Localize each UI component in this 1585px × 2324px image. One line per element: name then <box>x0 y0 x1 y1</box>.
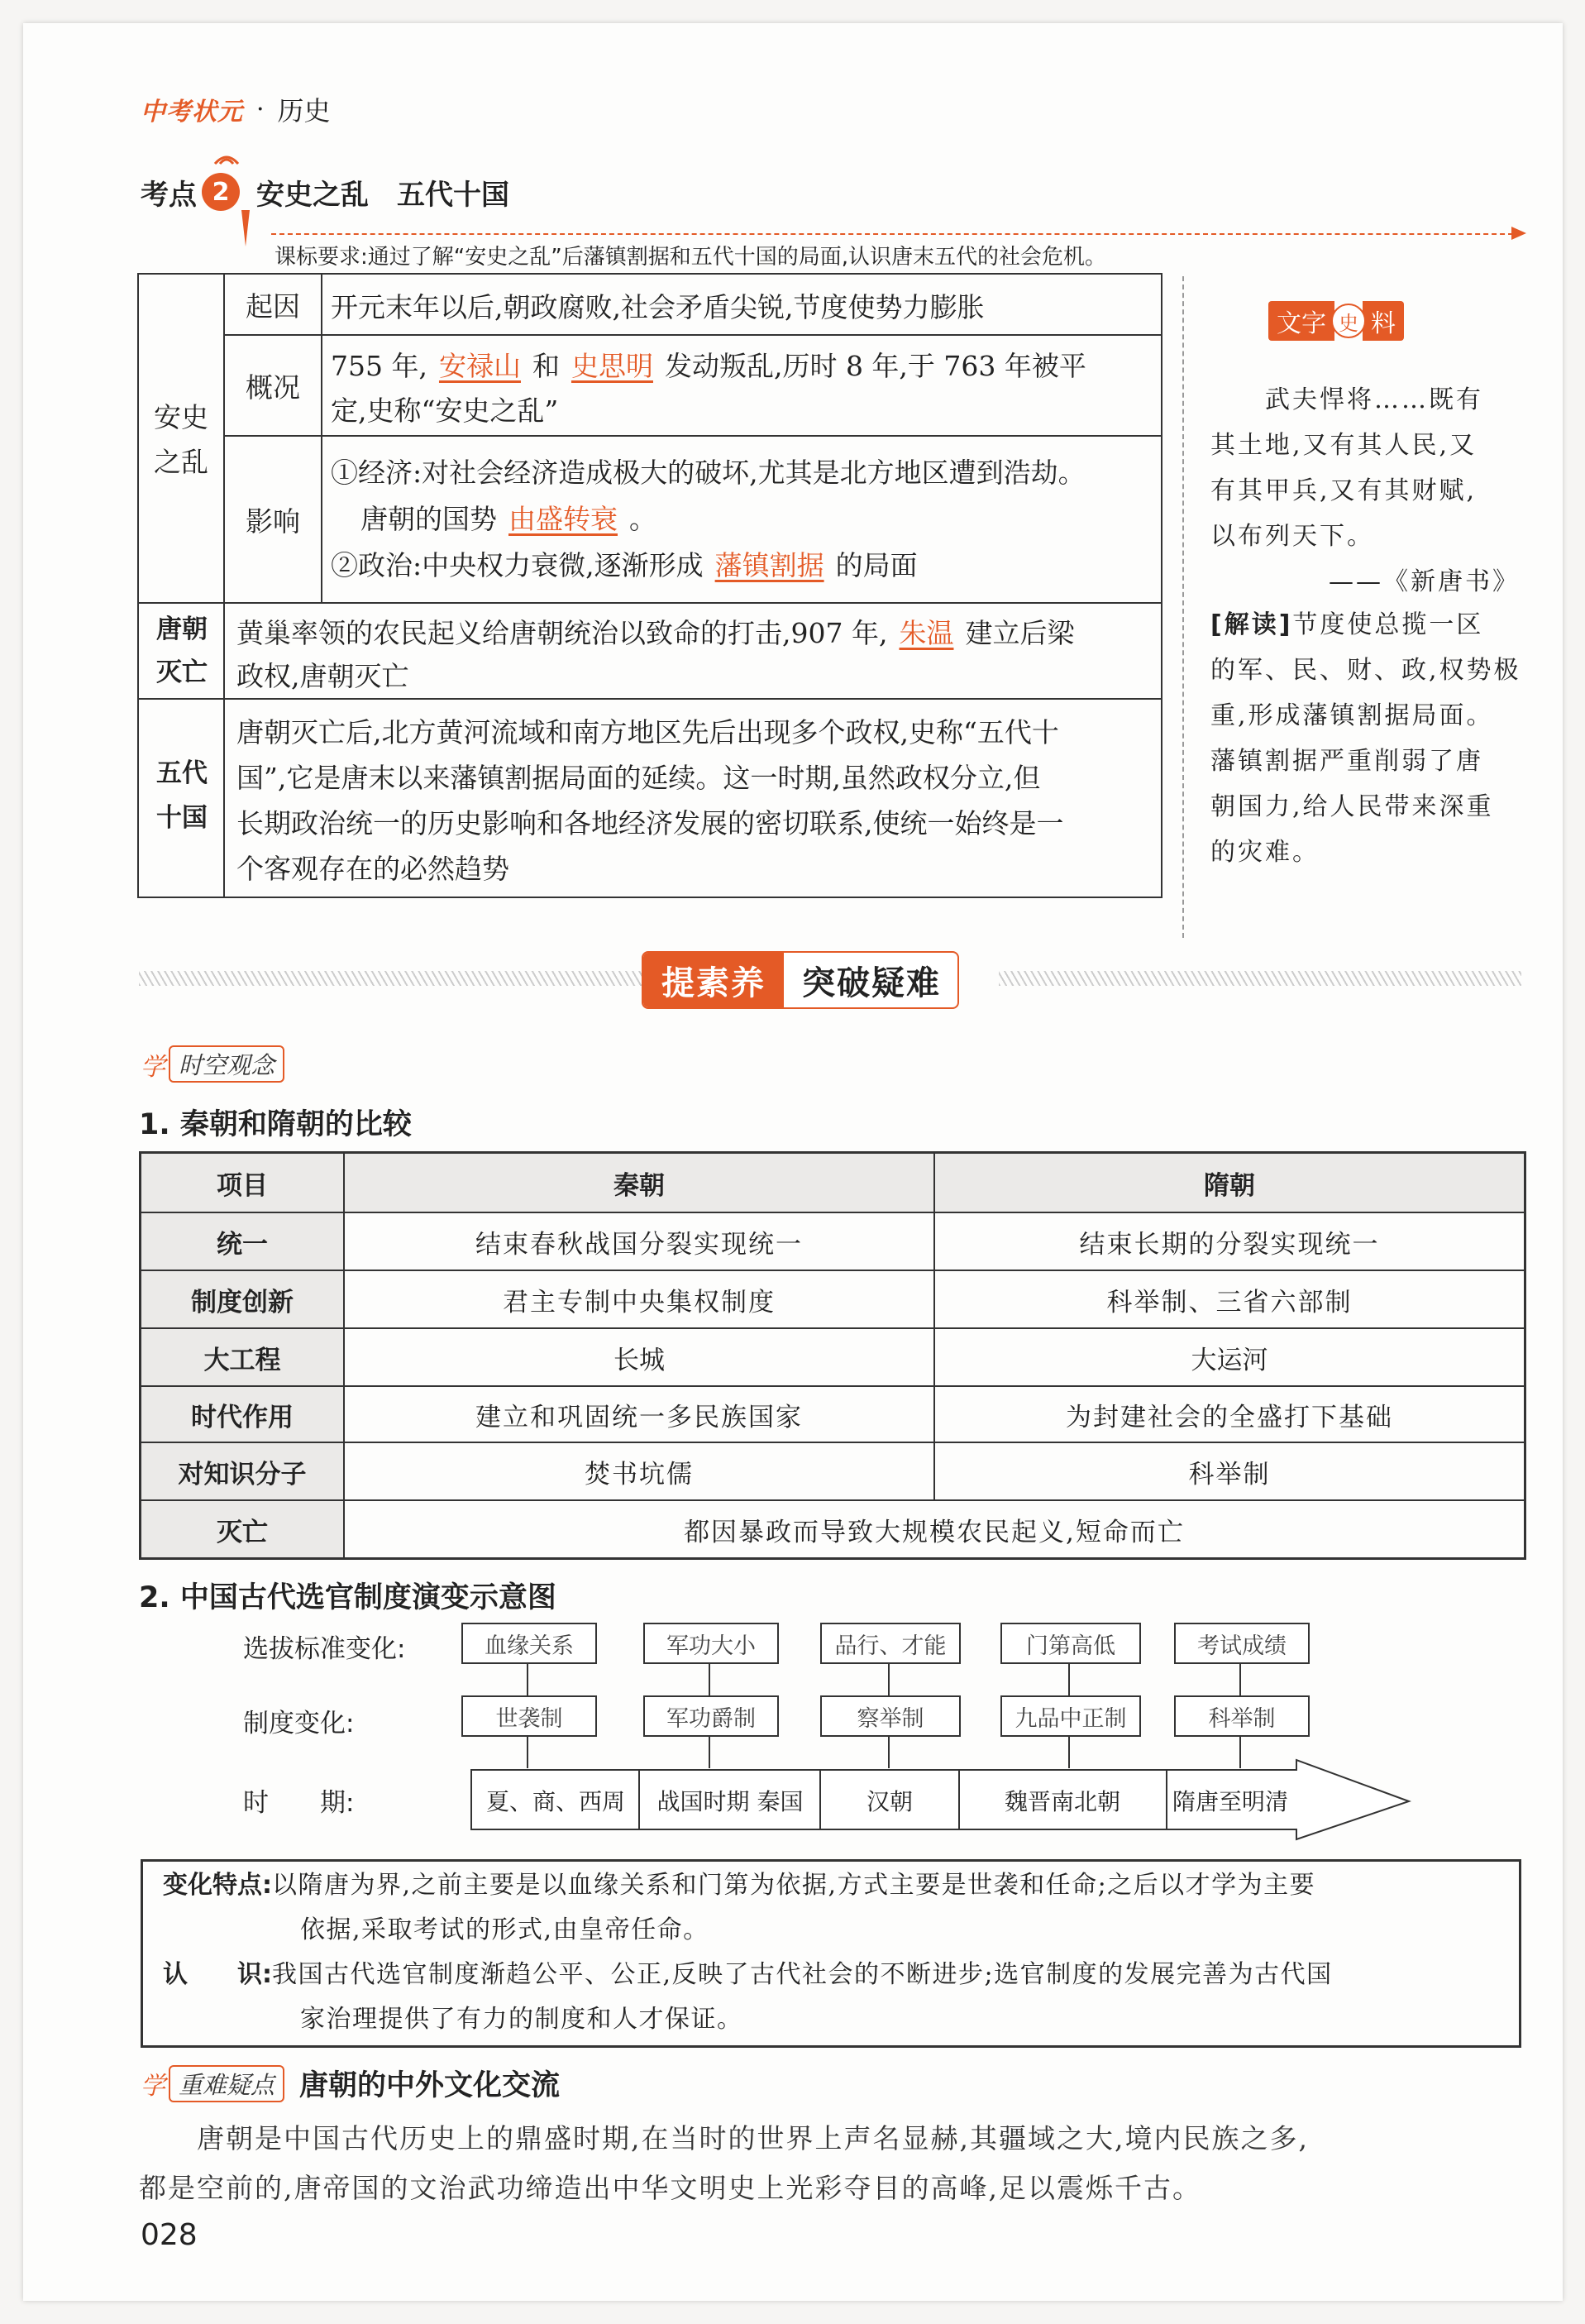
table-row-sui: 科举制 <box>1188 1459 1271 1490</box>
zhongnan-paragraph: 唐朝是中国古代历史上的鼎盛时期,在当时的世界上声名显赫,其疆域之大,境内民族之多, 都是空前的,唐帝国的文治武功缔造出中华文明史上光彩夺目的高峰,足以震烁千古。 <box>139 2122 1309 2204</box>
answer-fanzhen: 藩镇割据 <box>714 549 824 581</box>
period-cell: 战国时期 秦国 <box>656 1788 804 1815</box>
table-row-sui: 大运河 <box>1191 1345 1268 1375</box>
standard-box: 军功大小 <box>643 1623 779 1664</box>
xue-icon: 学 <box>141 1052 165 1082</box>
signal-icon <box>212 147 241 165</box>
table-row-sui: 为封建社会的全盛打下基础 <box>1066 1402 1393 1432</box>
yingxiang-text: ①经济:对社会经济造成极大的破坏,尤其是北方地区遭到浩劫。 唐朝的国势 由盛转衰 。 ②政治:中央权力衰微,逐渐形成 藩镇割据 的局面 <box>331 457 1086 581</box>
table-row-qin: 君主专制中央集权制度 <box>503 1287 776 1317</box>
sidebar-quote: 武夫悍将……既有 其土地,又有其人民,又 有其甲兵,又有其财赋, 以布列天下。 ——《新唐书》 <box>1210 377 1520 605</box>
system-box: 军功爵制 <box>643 1695 779 1737</box>
table-row-qin: 长城 <box>613 1345 665 1375</box>
zhongnan-title: 唐朝的中外文化交流 <box>299 2069 561 2102</box>
quote-source: ——《新唐书》 <box>1329 567 1520 596</box>
wudai-label: 五代 十国 <box>156 758 208 833</box>
table-row-qin: 建立和巩固统一多民族国家 <box>475 1402 803 1432</box>
header-dot: · <box>256 94 265 124</box>
qin-sui-table <box>139 1151 1526 1560</box>
period-cell: 魏晋南北朝 <box>1004 1788 1120 1815</box>
section-banner: 提素养 突破疑难 <box>642 951 959 1009</box>
label-standard: 选拔标准变化: <box>243 1634 406 1664</box>
dashed-arrow-line <box>271 233 1521 235</box>
table-row-item: 时代作用 <box>191 1402 294 1432</box>
label-period: 时 期: <box>243 1788 355 1818</box>
period-cell: 隋唐至明清 <box>1172 1788 1289 1815</box>
table-row-item: 对知识分子 <box>178 1459 307 1490</box>
qiyin-label: 起因 <box>246 289 300 323</box>
table-row-sui: 科举制、三省六部制 <box>1106 1287 1353 1317</box>
system-box: 九品中正制 <box>1000 1695 1141 1737</box>
kaodian-label: 考点 <box>141 178 197 212</box>
table-row-item: 灭亡 <box>217 1517 268 1547</box>
table-row-qin: 焚书坑儒 <box>585 1459 694 1490</box>
period-cell: 汉朝 <box>866 1788 913 1815</box>
table-row-item: 大工程 <box>203 1345 281 1375</box>
answer-shi-siming: 史思明 <box>571 350 653 382</box>
brand-logo: 中考状元 <box>141 98 243 127</box>
sidebar-divider <box>1182 276 1184 938</box>
course-requirement: 课标要求:通过了解“安史之乱”后藩镇割据和五代十国的局面,认识唐末五代的社会危机。 <box>275 245 1106 270</box>
diagram <box>139 1618 1429 1841</box>
table-row-sui: 结束长期的分裂实现统一 <box>1079 1229 1380 1260</box>
system-box: 察举制 <box>820 1695 961 1737</box>
wudai-text: 唐朝灭亡后,北方黄河流域和南方地区先后出现多个政权,史称“五代十 国”,它是唐末以来藩镇割据局面的延续。这一时期,虽然政权分立,但 长期政治统一的历史影响和各地经济发展的密切联系,使统一始终是一 个客观存在的必然趋势 <box>236 716 1064 885</box>
features-box: 变化特点:以隋唐为界,之前主要是以血缘关系和门第为依据,方式主要是世袭和任命;之后以才学为主要 依据,采取考试的形式,由皇帝任命。 认 识:我国古代选官制度渐趋公平、公正,反映了古代社会的不断进步;选官制度的发展完善为古代国 家治理提供了有力的制度和人才保证。 <box>141 1859 1521 2048</box>
an-shi-table <box>137 273 1162 898</box>
features-label: 变化特点: <box>163 1871 272 1900</box>
page <box>23 23 1563 2301</box>
hatch-right <box>999 971 1521 986</box>
pointer-icon <box>240 210 251 248</box>
shikong-tag: 学 时空观念 <box>141 1045 284 1083</box>
standard-box: 门第高低 <box>1000 1623 1141 1664</box>
table2-header-qin: 秦朝 <box>613 1170 665 1201</box>
an-shi-label: 安史 之乱 <box>154 401 208 478</box>
tang-mie-text: 黄巢率领的农民起义给唐朝统治以致命的打击,907 年, 朱温 建立后梁 政权,唐朝灭亡 <box>236 617 1075 692</box>
section1-title: 1. 秦朝和隋朝的比较 <box>139 1108 412 1141</box>
header-subject: 历史 <box>277 95 331 127</box>
answer-shengshuai: 由盛转衰 <box>508 503 618 535</box>
yingxiang-label: 影响 <box>246 504 300 538</box>
page-number: 028 <box>141 2218 198 2252</box>
label-system: 制度变化: <box>243 1709 355 1738</box>
header <box>141 91 331 127</box>
jiedu-label: [解读] <box>1210 610 1293 639</box>
table-row-qin: 结束春秋战国分裂实现统一 <box>475 1229 803 1260</box>
standard-box: 考试成绩 <box>1174 1623 1310 1664</box>
zhongnan-tag: 学 重难疑点 唐朝的中外文化交流 <box>141 2063 560 2104</box>
period-cell: 夏、商、西周 <box>485 1788 625 1815</box>
kaodian-title: 安史之乱 五代十国 <box>256 178 509 212</box>
answer-an-lushan: 安禄山 <box>438 350 521 382</box>
sidebar-jiedu: [解读]节度使总揽一区 的军、民、财、政,权势极 重,形成藩镇割据局面。 藩镇割据严重削弱了唐 朝国力,给人民带来深重 的灾难。 <box>1210 610 1521 867</box>
qiyin-text: 开元末年以后,朝政腐败,社会矛盾尖锐,节度使势力膨胀 <box>331 291 985 323</box>
wenzi-shiliao-tag: 文字 史 料 <box>1268 301 1404 341</box>
system-box: 世袭制 <box>461 1695 597 1737</box>
gaikuang-text: 755 年, 安禄山 和 史思明 发动叛乱,历时 8 年,于 763 年被平 定,史称“安史之乱” <box>331 350 1086 427</box>
arrow-head-icon <box>1511 225 1528 245</box>
xue-icon: 学 <box>141 2072 165 2101</box>
table-row-item: 制度创新 <box>191 1287 294 1317</box>
kaodian-number-badge: 2 <box>202 173 240 211</box>
kaodian-heading <box>141 169 509 215</box>
standard-box: 品行、才能 <box>820 1623 961 1664</box>
table2-header-item: 项目 <box>217 1170 268 1201</box>
system-box: 科举制 <box>1174 1695 1310 1737</box>
answer-zhu-wen: 朱温 <box>899 617 954 649</box>
insight-label: 认 识: <box>163 1960 272 1989</box>
table-row-item: 统一 <box>217 1229 268 1260</box>
tang-mie-label: 唐朝 灭亡 <box>156 614 208 687</box>
table2-header-sui: 隋朝 <box>1204 1170 1255 1201</box>
section2-title: 2. 中国古代选官制度演变示意图 <box>139 1581 556 1614</box>
table-row-merged: 都因暴政而导致大规模农民起义,短命而亡 <box>684 1517 1185 1547</box>
standard-box: 血缘关系 <box>461 1623 597 1664</box>
hatch-left <box>139 971 652 986</box>
gaikuang-label: 概况 <box>246 371 300 404</box>
